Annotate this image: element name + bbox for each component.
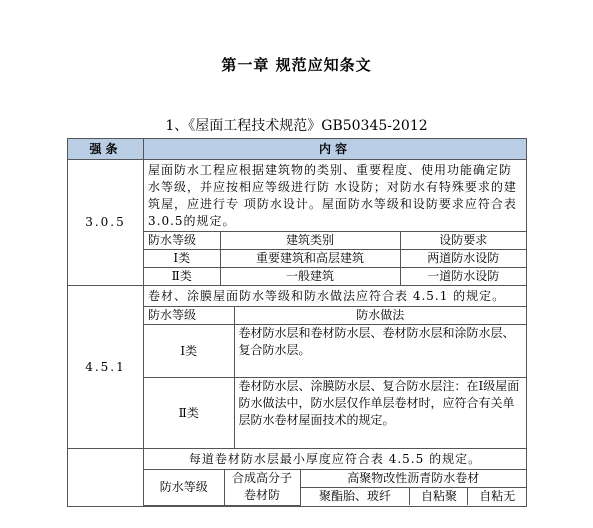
sub-header: 合成高分子卷材防 <box>224 470 300 506</box>
clause-code <box>68 449 144 507</box>
sub-header: 高聚物改性沥青防水卷材 <box>300 470 526 488</box>
standards-table <box>67 138 527 507</box>
sub-table <box>144 231 526 285</box>
header-strong-clause: 强条 <box>68 139 144 160</box>
sub-header: 聚酯胎、玻纤 <box>300 488 410 506</box>
clause-code: 3.0.5 <box>68 160 144 286</box>
sub-cell: 卷材防水层和卷材防水层、卷材防水层和涂防水层、复合防水层。 <box>234 325 526 378</box>
table-header-row <box>68 139 527 160</box>
sub-header: 防水等级 <box>144 470 224 506</box>
sub-header: 自粘聚 <box>410 488 468 506</box>
clause-content <box>144 449 527 507</box>
sub-header: 防水等级 <box>144 232 220 250</box>
sub-header: 防水等级 <box>144 307 234 325</box>
section-title: 1、《屋面工程技术规范》GB50345-2012 <box>165 118 428 134</box>
sub-header: 设防要求 <box>400 232 526 250</box>
sub-header: 自粘无 <box>468 488 526 506</box>
sub-table <box>144 469 526 506</box>
sub-table <box>144 306 526 448</box>
clause-code: 4.5.1 <box>68 286 144 449</box>
table-row <box>68 449 527 507</box>
sub-cell: 一般建筑 <box>220 268 400 286</box>
table-row <box>68 160 527 286</box>
sub-cell: 重要建筑和高层建筑 <box>220 250 400 268</box>
clause-text: 卷材、涂膜屋面防水等级和防水做法应符合表 4.5.1 的规定。 <box>148 289 506 303</box>
sub-cell: Ⅱ类 <box>144 268 220 286</box>
sub-cell: Ⅰ类 <box>144 250 220 268</box>
clause-content <box>144 286 527 449</box>
chapter-title: 第一章 规范应知条文 <box>221 56 372 74</box>
sub-header: 建筑类别 <box>220 232 400 250</box>
sub-header: 防水做法 <box>234 307 526 325</box>
sub-cell: 卷材防水层、涂膜防水层、复合防水层注：在Ⅰ级屋面防水做法中，防水层仅作单层卷材时，应符合有关单层防水卷材屋面技术的规定。 <box>234 378 526 449</box>
table-row <box>68 286 527 449</box>
sub-cell: 两道防水设防 <box>400 250 526 268</box>
sub-cell: 一道防水设防 <box>400 268 526 286</box>
sub-cell: Ⅰ类 <box>144 325 234 378</box>
clause-text: 每道卷材防水层最小厚度应符合表 4.5.5 的规定。 <box>188 452 482 466</box>
header-content: 内容 <box>144 139 527 160</box>
clause-text: 屋面防水工程应根据建筑物的类别、重要程度、使用功能确定防水等级，并应按相应等级进行防 水设防；对防水有特殊要求的建筑屋，应进行专 项防水设计。屋面防水等级和设防要求应符合表 3.0.5的规定。 <box>148 163 517 228</box>
sub-cell: Ⅱ类 <box>144 378 234 449</box>
clause-content <box>144 160 527 286</box>
